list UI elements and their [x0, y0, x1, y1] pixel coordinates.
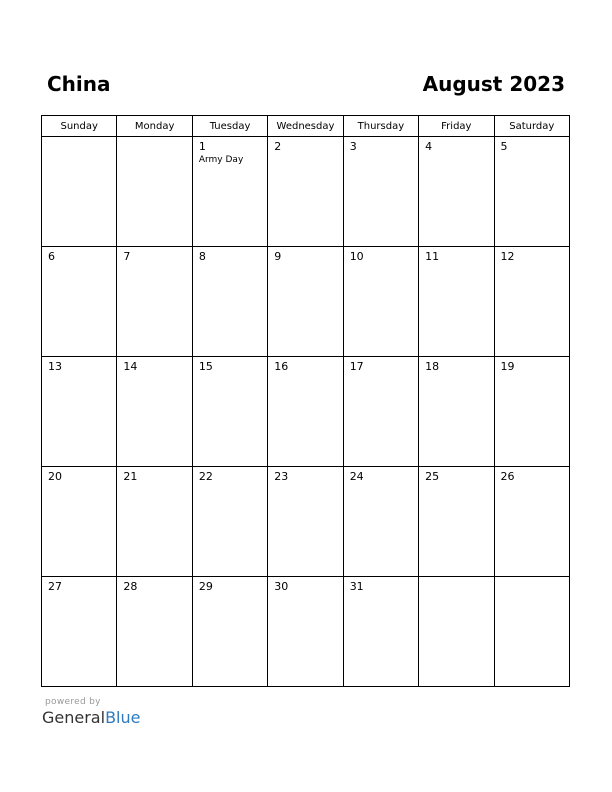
- day-number: 14: [123, 360, 138, 373]
- day-number: 23: [274, 470, 289, 483]
- day-cell: [268, 577, 343, 687]
- day-number: 20: [48, 470, 62, 483]
- day-number: [419, 577, 493, 581]
- day-number: 10: [349, 250, 364, 263]
- day-number: 8: [198, 250, 206, 263]
- day-number: 22: [198, 470, 213, 483]
- day-number: 9: [274, 250, 282, 263]
- day-cell: [419, 357, 494, 467]
- day-cell: [419, 137, 494, 247]
- day-number: 13: [48, 360, 62, 373]
- day-number: [495, 577, 569, 581]
- day-cell: [268, 467, 343, 577]
- day-cell: [343, 247, 418, 357]
- day-cell: [117, 247, 192, 357]
- day-cell: [42, 137, 117, 247]
- day-number: [117, 137, 191, 141]
- weekday-header: Thursday: [343, 116, 418, 137]
- day-cell: [343, 467, 418, 577]
- calendar-grid: [41, 115, 570, 687]
- day-number: 15: [198, 360, 213, 373]
- day-number: 21: [123, 470, 138, 483]
- day-number: 2: [274, 140, 282, 153]
- weekday-header: Tuesday: [192, 116, 267, 137]
- day-cell: [42, 467, 117, 577]
- day-number: 16: [274, 360, 289, 373]
- day-number: 28: [123, 580, 138, 593]
- day-cell: [268, 247, 343, 357]
- weekday-header: Friday: [419, 116, 494, 137]
- day-cell: [494, 137, 569, 247]
- weekday-header: Saturday: [494, 116, 569, 137]
- day-cell: [419, 467, 494, 577]
- day-number: 7: [123, 250, 131, 263]
- day-cell: [494, 357, 569, 467]
- weekday-header: Wednesday: [268, 116, 343, 137]
- weekday-header: Monday: [117, 116, 192, 137]
- day-number: 19: [500, 360, 515, 373]
- day-cell: [494, 247, 569, 357]
- day-cell: [117, 357, 192, 467]
- day-cell: [42, 577, 117, 687]
- day-number: 1: [198, 140, 206, 153]
- day-cell: [419, 577, 494, 687]
- brand-name-general: General: [42, 708, 106, 727]
- day-cell: [268, 137, 343, 247]
- day-cell: [494, 467, 569, 577]
- day-cell: [117, 137, 192, 247]
- generalblue-logo[interactable]: [42, 708, 140, 727]
- country-title: China: [47, 72, 111, 96]
- day-number: 27: [48, 580, 62, 593]
- day-cell: [192, 467, 267, 577]
- day-cell: [343, 137, 418, 247]
- holiday-label: Army Day: [198, 155, 244, 165]
- day-number: 6: [48, 250, 55, 263]
- brand-name-blue: Blue: [105, 708, 141, 727]
- day-number: 24: [349, 470, 364, 483]
- powered-by-text: powered by: [45, 697, 101, 707]
- day-cell: [192, 357, 267, 467]
- week-row: [42, 577, 570, 687]
- day-cell: [42, 357, 117, 467]
- day-number: 25: [425, 470, 440, 483]
- day-number: 30: [274, 580, 289, 593]
- day-cell: [192, 137, 267, 247]
- day-cell: [343, 357, 418, 467]
- week-row: [42, 357, 570, 467]
- week-row: [42, 137, 570, 247]
- day-number: 12: [500, 250, 515, 263]
- day-number: [42, 137, 116, 141]
- day-number: 3: [349, 140, 357, 153]
- day-cell: [42, 247, 117, 357]
- week-row: [42, 247, 570, 357]
- day-number: 17: [349, 360, 364, 373]
- day-cell: [192, 247, 267, 357]
- day-cell: [268, 357, 343, 467]
- day-cell: [343, 577, 418, 687]
- weekday-header-row: [42, 116, 570, 137]
- day-cell: [117, 577, 192, 687]
- day-number: 18: [425, 360, 440, 373]
- day-number: 11: [425, 250, 440, 263]
- day-number: 31: [349, 580, 364, 593]
- day-cell: [192, 577, 267, 687]
- day-number: 4: [425, 140, 433, 153]
- weekday-header: Sunday: [42, 116, 117, 137]
- day-number: 26: [500, 470, 515, 483]
- month-year-title: August 2023: [422, 72, 565, 96]
- week-row: [42, 467, 570, 577]
- day-cell: [117, 467, 192, 577]
- day-number: 5: [500, 140, 508, 153]
- day-cell: [494, 577, 569, 687]
- day-cell: [419, 247, 494, 357]
- day-number: 29: [198, 580, 213, 593]
